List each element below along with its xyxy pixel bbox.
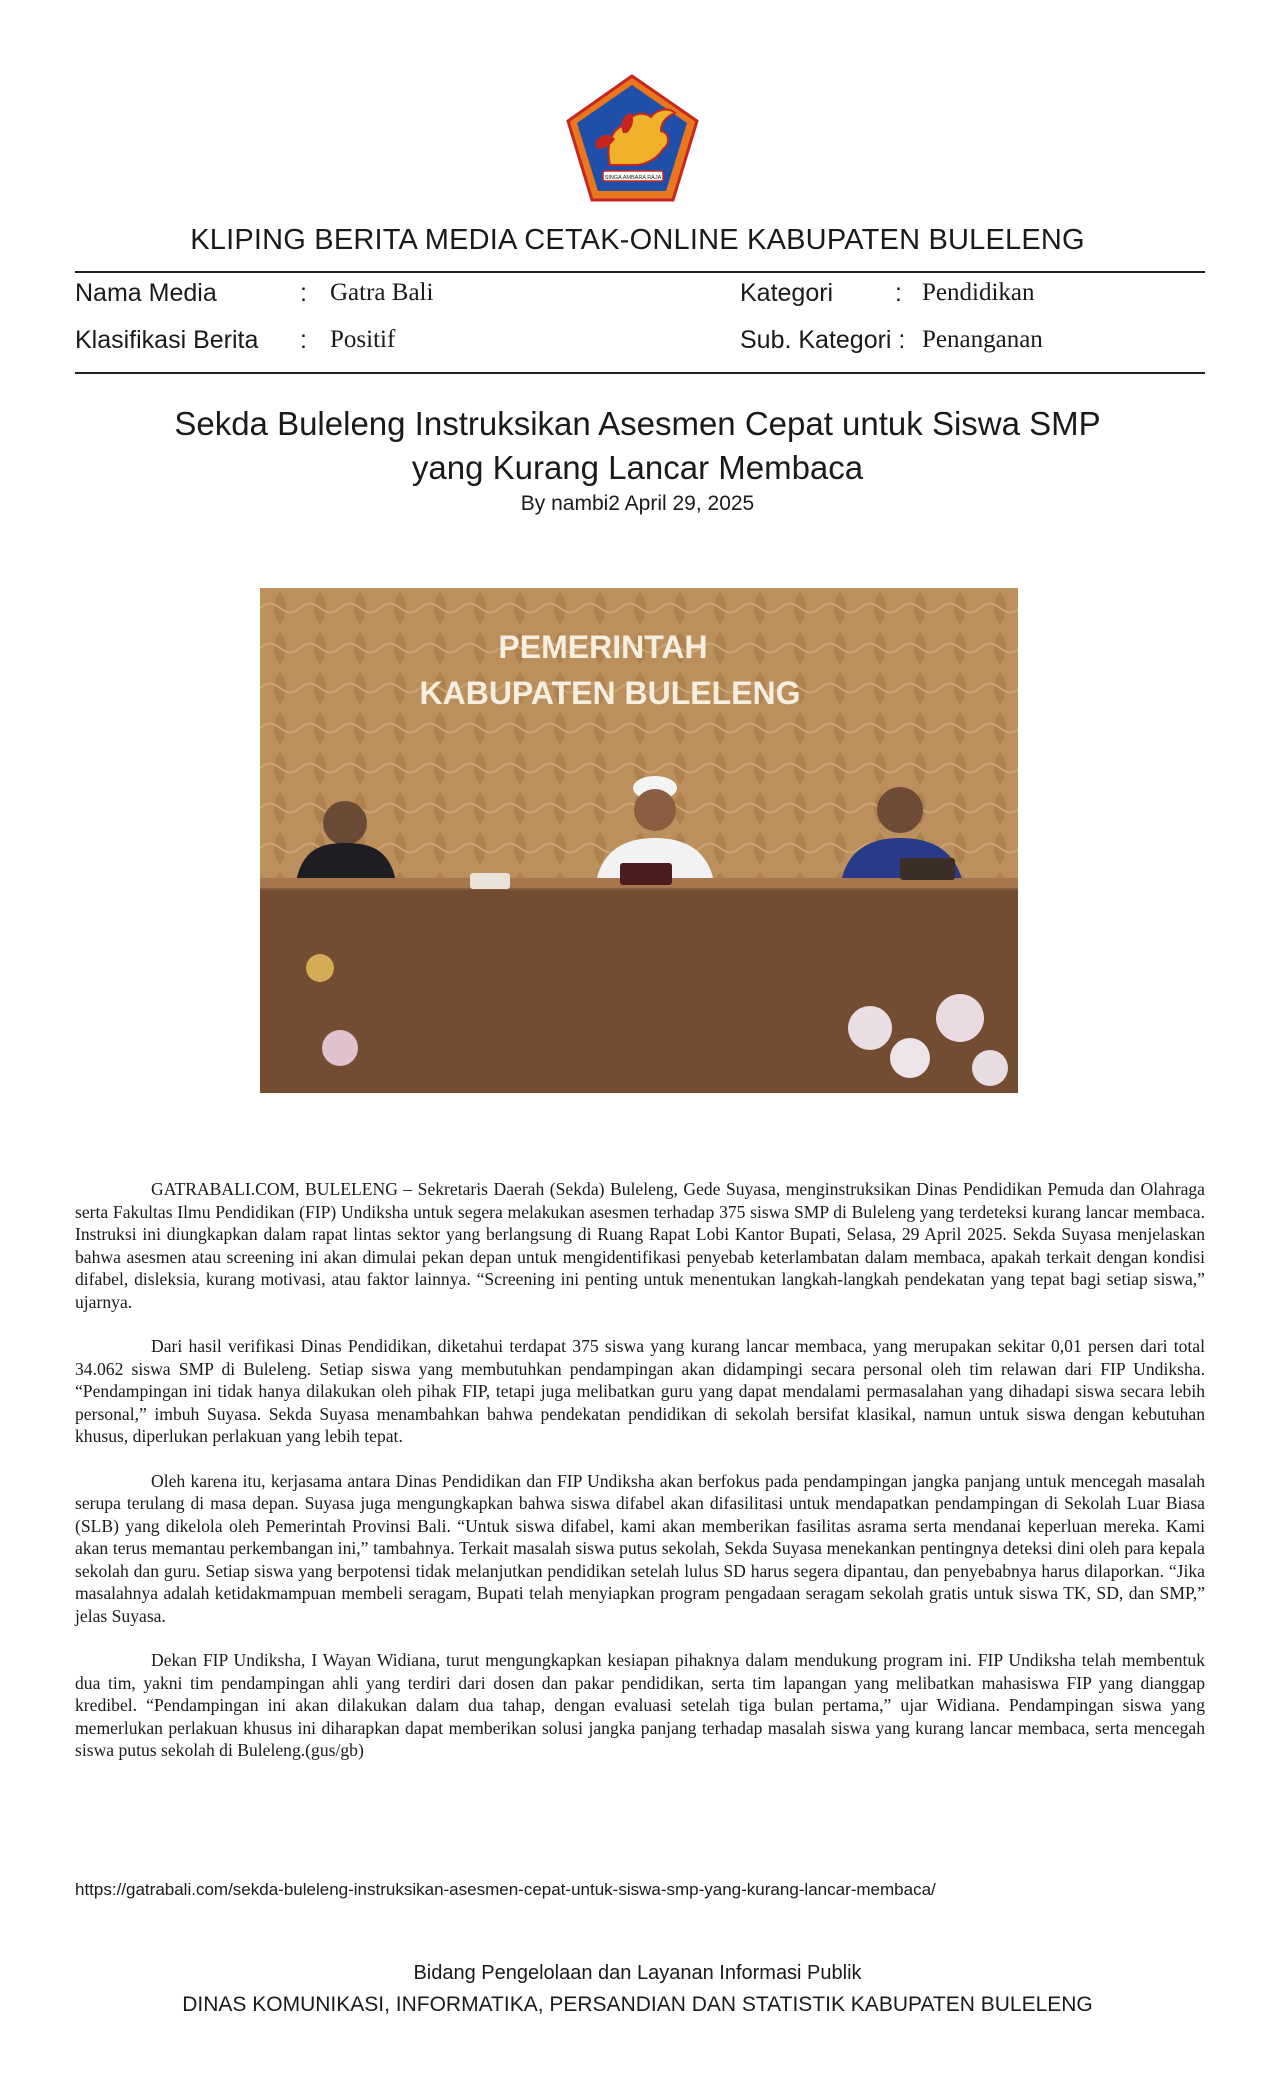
meta-kategori-colon: : [895, 279, 902, 307]
photo-sign-line-1: PEMERINTAH [498, 629, 708, 665]
header-title: KLIPING BERITA MEDIA CETAK-ONLINE KABUPATEN BULELENG [190, 224, 1085, 256]
header-rule-top [75, 271, 1205, 273]
article-paragraph-4: Dekan FIP Undiksha, I Wayan Widiana, turut mengungkapkan kesiapan pihaknya dalam mendukung program ini. FIP Undiksha telah membentuk dua tim, yakni tim pendampingan ahli yang terdiri dari dosen dan pakar pendidikan, serta tim lapangan yang melibatkan mahasiswa FIP yang dianggap kredibel. “Pendampingan ini akan dilakukan dalam dua tahap, dengan evaluasi setelah tiga bulan pertama,” ujar Widiana. Pendampingan siswa yang memerlukan perlakuan khusus ini diharapkan dapat memberikan solusi jangka panjang terhadap masalah siswa yang kurang lancar membaca, serta mencegah siswa putus sekolah di Buleleng.(gus/gb) [75, 1650, 1205, 1760]
meta-klasifikasi-label: Klasifikasi Berita [75, 326, 259, 354]
article-byline: By nambi2 April 29, 2025 [520, 492, 755, 515]
meta-media-colon: : [300, 279, 307, 307]
buleleng-emblem-logo [565, 73, 700, 203]
article-paragraph-3: Oleh karena itu, kerjasama antara Dinas Pendidikan dan FIP Undiksha akan berfokus pada pendampingan jangka panjang untuk mencegah masalah serupa terulang di masa depan. Suyasa juga mengungkapkan bahwa siswa difabel akan difasilitasi untuk mendapatkan pendampingan di Sekolah Luar Biasa (SLB) yang dikelola oleh Pemerintah Provinsi Bali. “Untuk siswa difabel, kami akan memberikan fasilitas asrama serta mendanai keperluan mereka. Kami akan terus memantau perkembangan ini,” tambahnya. Terkait masalah siswa putus sekolah, Sekda Suyasa menekankan pentingnya deteksi dini oleh para kepala sekolah dan guru. Setiap siswa yang berpotensi tidak melanjutkan pendidikan setelah lulus SD harus segera dipantau, dan penyebabnya harus dilaporkan. “Jika masalahnya adalah ketidakmampuan membeli seragam, Bupati telah menyiapkan program pengadaan seragam sekolah gratis untuk siswa TK, SD, dan SMP,” jelas Suyasa. [75, 1470, 1205, 1626]
meta-media-label: Nama Media [75, 279, 217, 307]
article-photo [260, 588, 1018, 1093]
meta-subkategori-label: Sub. Kategori : [740, 326, 906, 354]
footer-line-1: Bidang Pengelolaan dan Layanan Informasi Publik [413, 1962, 862, 1984]
headline-line-1: Sekda Buleleng Instruksikan Asesmen Cepat untuk Siswa SMP [174, 405, 1101, 442]
meta-kategori-value: Pendidikan [922, 279, 1035, 306]
article-body [75, 1178, 1205, 1784]
headline-line-2: yang Kurang Lancar Membaca [411, 449, 864, 486]
article-paragraph-2: Dari hasil verifikasi Dinas Pendidikan, diketahui terdapat 375 siswa yang kurang lancar membaca, yang merupakan sekitar 0,01 persen dari total 34.062 siswa SMP di Buleleng. Setiap siswa yang membutuhkan pendampingan akan didampingi secara personal oleh tim relawan dari FIP Undiksha. “Pendampingan ini tidak hanya dilakukan oleh pihak FIP, tetapi juga melibatkan guru yang dapat mendalami permasalahan yang dihadapi siswa secara lebih personal,” imbuh Suyasa. Sekda Suyasa menambahkan bahwa pendekatan pendidikan di sekolah bersifat klasikal, namun untuk siswa dengan kebutuhan khusus, diperlukan perlakuan yang lebih tepat. [75, 1336, 1205, 1446]
meta-media-value: Gatra Bali [330, 279, 434, 306]
footer-line-2: DINAS KOMUNIKASI, INFORMATIKA, PERSANDIAN DAN STATISTIK KABUPATEN BULELENG [182, 1993, 1093, 2016]
article-paragraph-1: GATRABALI.COM, BULELENG – Sekretaris Daerah (Sekda) Buleleng, Gede Suyasa, menginstruksikan Dinas Pendidikan Pemuda dan Olahraga serta Fakultas Ilmu Pendidikan (FIP) Undiksha untuk segera melakukan asesmen terhadap 375 siswa SMP di Buleleng yang terdeteksi kurang lancar membaca. Instruksi ini diungkapkan dalam rapat lintas sektor yang berlangsung di Ruang Rapat Lobi Kantor Bupati, Selasa, 29 April 2025. Sekda Suyasa menjelaskan bahwa asesmen atau screening ini akan dimulai pekan depan untuk mengidentifikasi penyebab keterlambatan dalam membaca, apakah terkait dengan kondisi difabel, disleksia, kurang motivasi, atau faktor lainnya. “Screening ini penting untuk menentukan langkah-langkah pendekatan yang tepat bagi setiap siswa,” ujarnya. [75, 1179, 1205, 1312]
logo-motto: SINGA AMBARA RAJA [604, 175, 662, 181]
photo-sign-line-2: KABUPATEN BULELENG [419, 675, 801, 711]
meta-klasifikasi-value: Positif [330, 326, 396, 353]
meta-kategori-label: Kategori [740, 279, 834, 307]
meta-klasifikasi-colon: : [300, 326, 307, 354]
header-rule-bottom [75, 372, 1205, 374]
source-url-link[interactable]: https://gatrabali.com/sekda-buleleng-instruksikan-asesmen-cepat-untuk-siswa-smp-yang-kurang-lancar-membaca/ [75, 1880, 936, 1899]
article-headline [0, 402, 1275, 490]
meta-subkategori-value: Penanganan [922, 326, 1043, 353]
